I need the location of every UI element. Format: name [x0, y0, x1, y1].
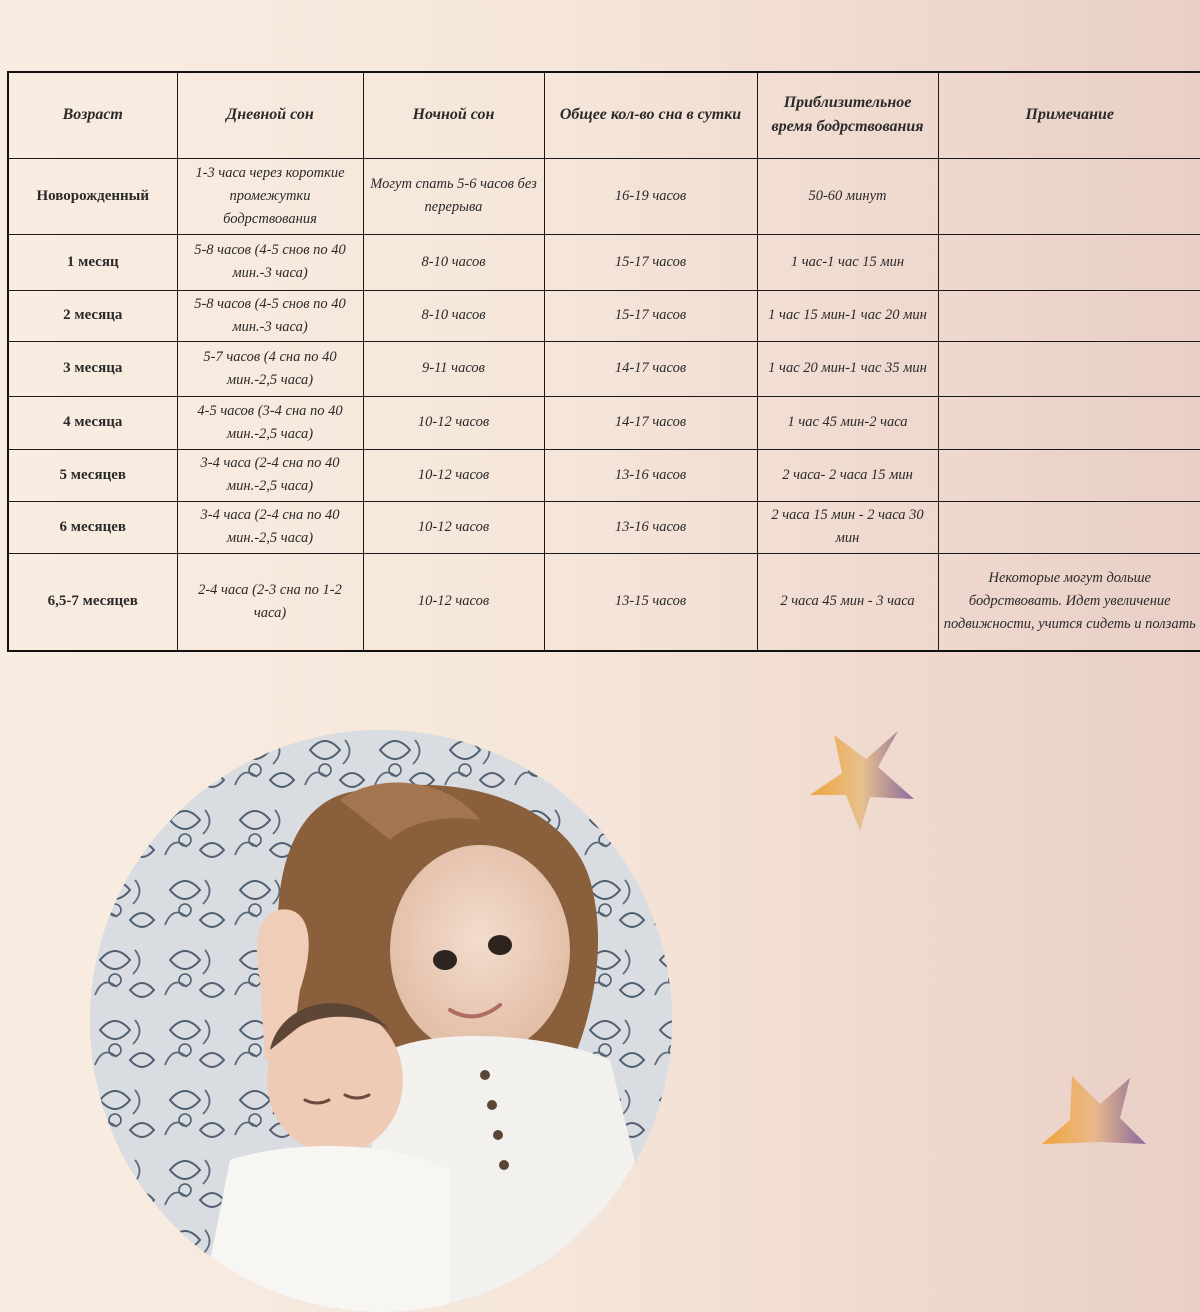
cell-note: [938, 158, 1200, 234]
cell-note: [938, 290, 1200, 341]
cell-wake-time: 2 часа 15 мин - 2 часа 30 мин: [757, 501, 938, 553]
cell-wake-time: 1 час 15 мин-1 час 20 мин: [757, 290, 938, 341]
cell-total-sleep: 13-16 часов: [544, 449, 757, 501]
cell-note: Некоторые могут дольше бодрствовать. Идет увеличение подвижности, учится сидеть и ползать: [938, 553, 1200, 651]
cell-total-sleep: 14-17 часов: [544, 341, 757, 396]
header-total-sleep: Общее кол-во сна в сутки: [544, 72, 757, 158]
table-row: [8, 290, 1200, 341]
star-icon: [1040, 1074, 1148, 1157]
cell-night-sleep: 10-12 часов: [363, 501, 544, 553]
header-day-sleep: Дневной сон: [177, 72, 363, 158]
header-age: Возраст: [8, 72, 177, 158]
cell-wake-time: 1 час-1 час 15 мин: [757, 234, 938, 290]
table-row: [8, 501, 1200, 553]
cell-day-sleep: 5-7 часов (4 сна по 40 мин.-2,5 часа): [177, 341, 363, 396]
cell-day-sleep: 2-4 часа (2-3 сна по 1-2 часа): [177, 553, 363, 651]
table-row: [8, 234, 1200, 290]
children-photo-illustration: [90, 730, 672, 1312]
cell-note: [938, 234, 1200, 290]
cell-night-sleep: 9-11 часов: [363, 341, 544, 396]
cell-total-sleep: 13-15 часов: [544, 553, 757, 651]
cell-total-sleep: 16-19 часов: [544, 158, 757, 234]
sleep-table-container: [7, 71, 1200, 652]
table-header-row: [8, 72, 1200, 158]
table-row: [8, 449, 1200, 501]
cell-wake-time: 50-60 минут: [757, 158, 938, 234]
cell-day-sleep: 3-4 часа (2-4 сна по 40 мин.-2,5 часа): [177, 449, 363, 501]
header-night-sleep: Ночной сон: [363, 72, 544, 158]
cell-age: 1 месяц: [8, 234, 177, 290]
cell-age: 3 месяца: [8, 341, 177, 396]
cell-age: 6,5-7 месяцев: [8, 553, 177, 651]
cell-age: 2 месяца: [8, 290, 177, 341]
cell-note: [938, 501, 1200, 553]
cell-night-sleep: 8-10 часов: [363, 234, 544, 290]
star-icon: [808, 729, 916, 831]
cell-wake-time: 1 час 45 мин-2 часа: [757, 396, 938, 449]
cell-age: 4 месяца: [8, 396, 177, 449]
cell-day-sleep: 1-3 часа через короткие промежутки бодрствования: [177, 158, 363, 234]
cell-night-sleep: 10-12 часов: [363, 553, 544, 651]
cell-night-sleep: 10-12 часов: [363, 396, 544, 449]
cell-wake-time: 2 часа- 2 часа 15 мин: [757, 449, 938, 501]
table-row: [8, 396, 1200, 449]
cell-age: 5 месяцев: [8, 449, 177, 501]
table-row: [8, 553, 1200, 651]
table-row: [8, 158, 1200, 234]
cell-total-sleep: 15-17 часов: [544, 234, 757, 290]
cell-note: [938, 396, 1200, 449]
header-note: Примечание: [938, 72, 1200, 158]
cell-day-sleep: 4-5 часов (3-4 сна по 40 мин.-2,5 часа): [177, 396, 363, 449]
cell-total-sleep: 13-16 часов: [544, 501, 757, 553]
header-wake-time: Приблизительное время бодрствования: [757, 72, 938, 158]
cell-day-sleep: 5-8 часов (4-5 снов по 40 мин.-3 часа): [177, 290, 363, 341]
cell-note: [938, 449, 1200, 501]
cell-total-sleep: 15-17 часов: [544, 290, 757, 341]
children-photo-icon: [90, 730, 672, 1312]
cell-night-sleep: 10-12 часов: [363, 449, 544, 501]
cell-night-sleep: Могут спать 5-6 часов без перерыва: [363, 158, 544, 234]
cell-total-sleep: 14-17 часов: [544, 396, 757, 449]
table-row: [8, 341, 1200, 396]
cell-wake-time: 1 час 20 мин-1 час 35 мин: [757, 341, 938, 396]
sleep-schedule-table: [7, 71, 1200, 652]
cell-day-sleep: 5-8 часов (4-5 снов по 40 мин.-3 часа): [177, 234, 363, 290]
cell-age: 6 месяцев: [8, 501, 177, 553]
cell-day-sleep: 3-4 часа (2-4 сна по 40 мин.-2,5 часа): [177, 501, 363, 553]
cell-age: Новорожденный: [8, 158, 177, 234]
cell-night-sleep: 8-10 часов: [363, 290, 544, 341]
cell-note: [938, 341, 1200, 396]
cell-wake-time: 2 часа 45 мин - 3 часа: [757, 553, 938, 651]
